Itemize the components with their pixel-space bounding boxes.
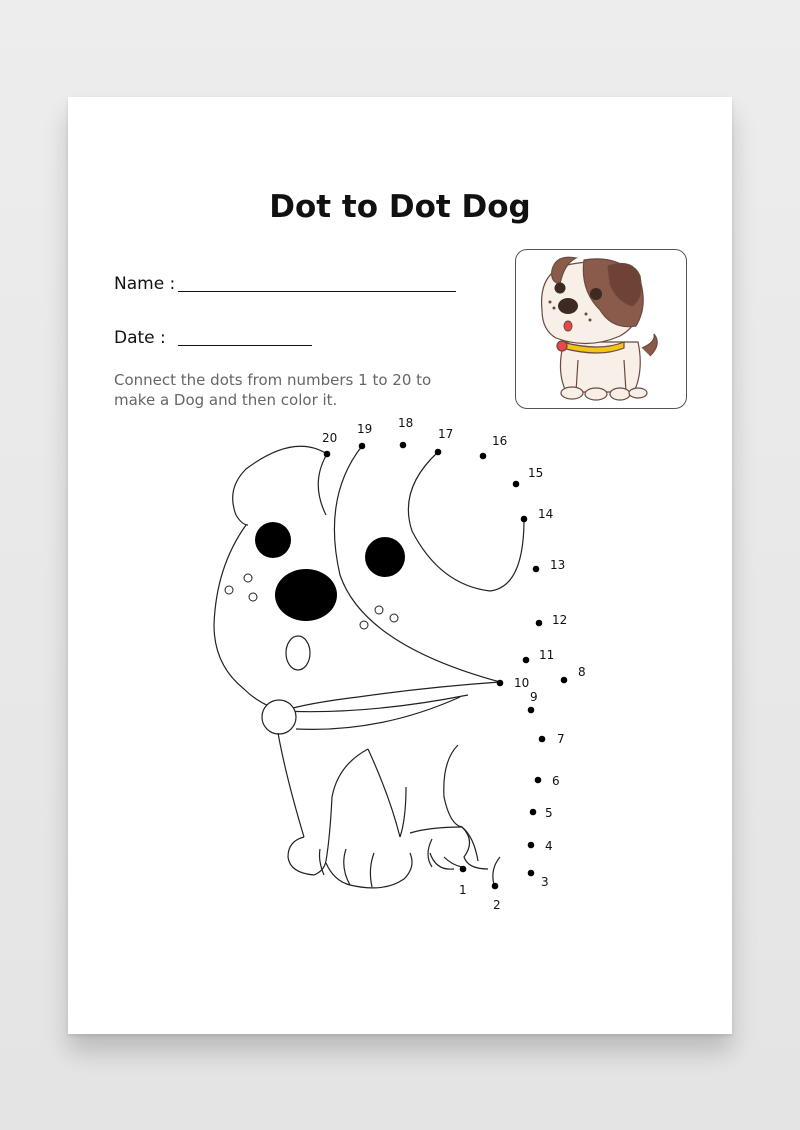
name-label: Name : bbox=[114, 274, 176, 294]
worksheet-page bbox=[68, 97, 732, 1034]
svg-text:12: 12 bbox=[552, 613, 568, 627]
dot-8[interactable] bbox=[561, 665, 586, 683]
dot-7[interactable] bbox=[539, 732, 565, 746]
svg-text:20: 20 bbox=[322, 431, 338, 445]
svg-text:17: 17 bbox=[438, 427, 454, 441]
dot-13[interactable] bbox=[533, 558, 566, 572]
instructions-text: Connect the dots from numbers 1 to 20 to make a Dog and then color it. bbox=[114, 371, 432, 409]
dot-4[interactable] bbox=[528, 839, 553, 853]
dot-6[interactable] bbox=[535, 774, 560, 788]
svg-text:3: 3 bbox=[541, 875, 549, 889]
dot-15[interactable] bbox=[513, 466, 544, 487]
dot-9[interactable] bbox=[528, 690, 538, 713]
svg-text:9: 9 bbox=[530, 690, 538, 704]
dot-18[interactable] bbox=[398, 416, 413, 448]
svg-text:14: 14 bbox=[538, 507, 554, 521]
dot-2[interactable] bbox=[492, 883, 501, 912]
svg-text:4: 4 bbox=[545, 839, 553, 853]
svg-text:2: 2 bbox=[493, 898, 501, 912]
svg-text:1: 1 bbox=[459, 883, 467, 897]
numbered-dots bbox=[322, 416, 586, 912]
svg-text:5: 5 bbox=[545, 806, 553, 820]
svg-text:11: 11 bbox=[539, 648, 555, 662]
dot-20[interactable] bbox=[322, 431, 337, 457]
dot-12[interactable] bbox=[536, 613, 568, 627]
svg-text:10: 10 bbox=[514, 676, 530, 690]
svg-text:19: 19 bbox=[357, 422, 373, 436]
svg-text:8: 8 bbox=[578, 665, 586, 679]
dot-10[interactable] bbox=[497, 676, 530, 690]
svg-text:16: 16 bbox=[492, 434, 508, 448]
dot-16[interactable] bbox=[480, 434, 508, 459]
dot-to-dot-drawing bbox=[68, 97, 732, 1034]
dot-5[interactable] bbox=[530, 806, 553, 820]
svg-text:6: 6 bbox=[552, 774, 560, 788]
dog-outline bbox=[214, 446, 524, 888]
page-title: Dot to Dot Dog bbox=[269, 189, 531, 225]
dog-face-features bbox=[225, 522, 405, 670]
svg-text:13: 13 bbox=[550, 558, 566, 572]
dot-19[interactable] bbox=[357, 422, 372, 449]
svg-text:18: 18 bbox=[398, 416, 414, 430]
dot-1[interactable] bbox=[459, 866, 467, 897]
dot-3[interactable] bbox=[528, 870, 549, 889]
svg-text:15: 15 bbox=[528, 466, 544, 480]
svg-text:7: 7 bbox=[557, 732, 565, 746]
date-label: Date : bbox=[114, 328, 166, 348]
dot-11[interactable] bbox=[523, 648, 555, 663]
dot-14[interactable] bbox=[521, 507, 554, 522]
dot-17[interactable] bbox=[435, 427, 454, 455]
